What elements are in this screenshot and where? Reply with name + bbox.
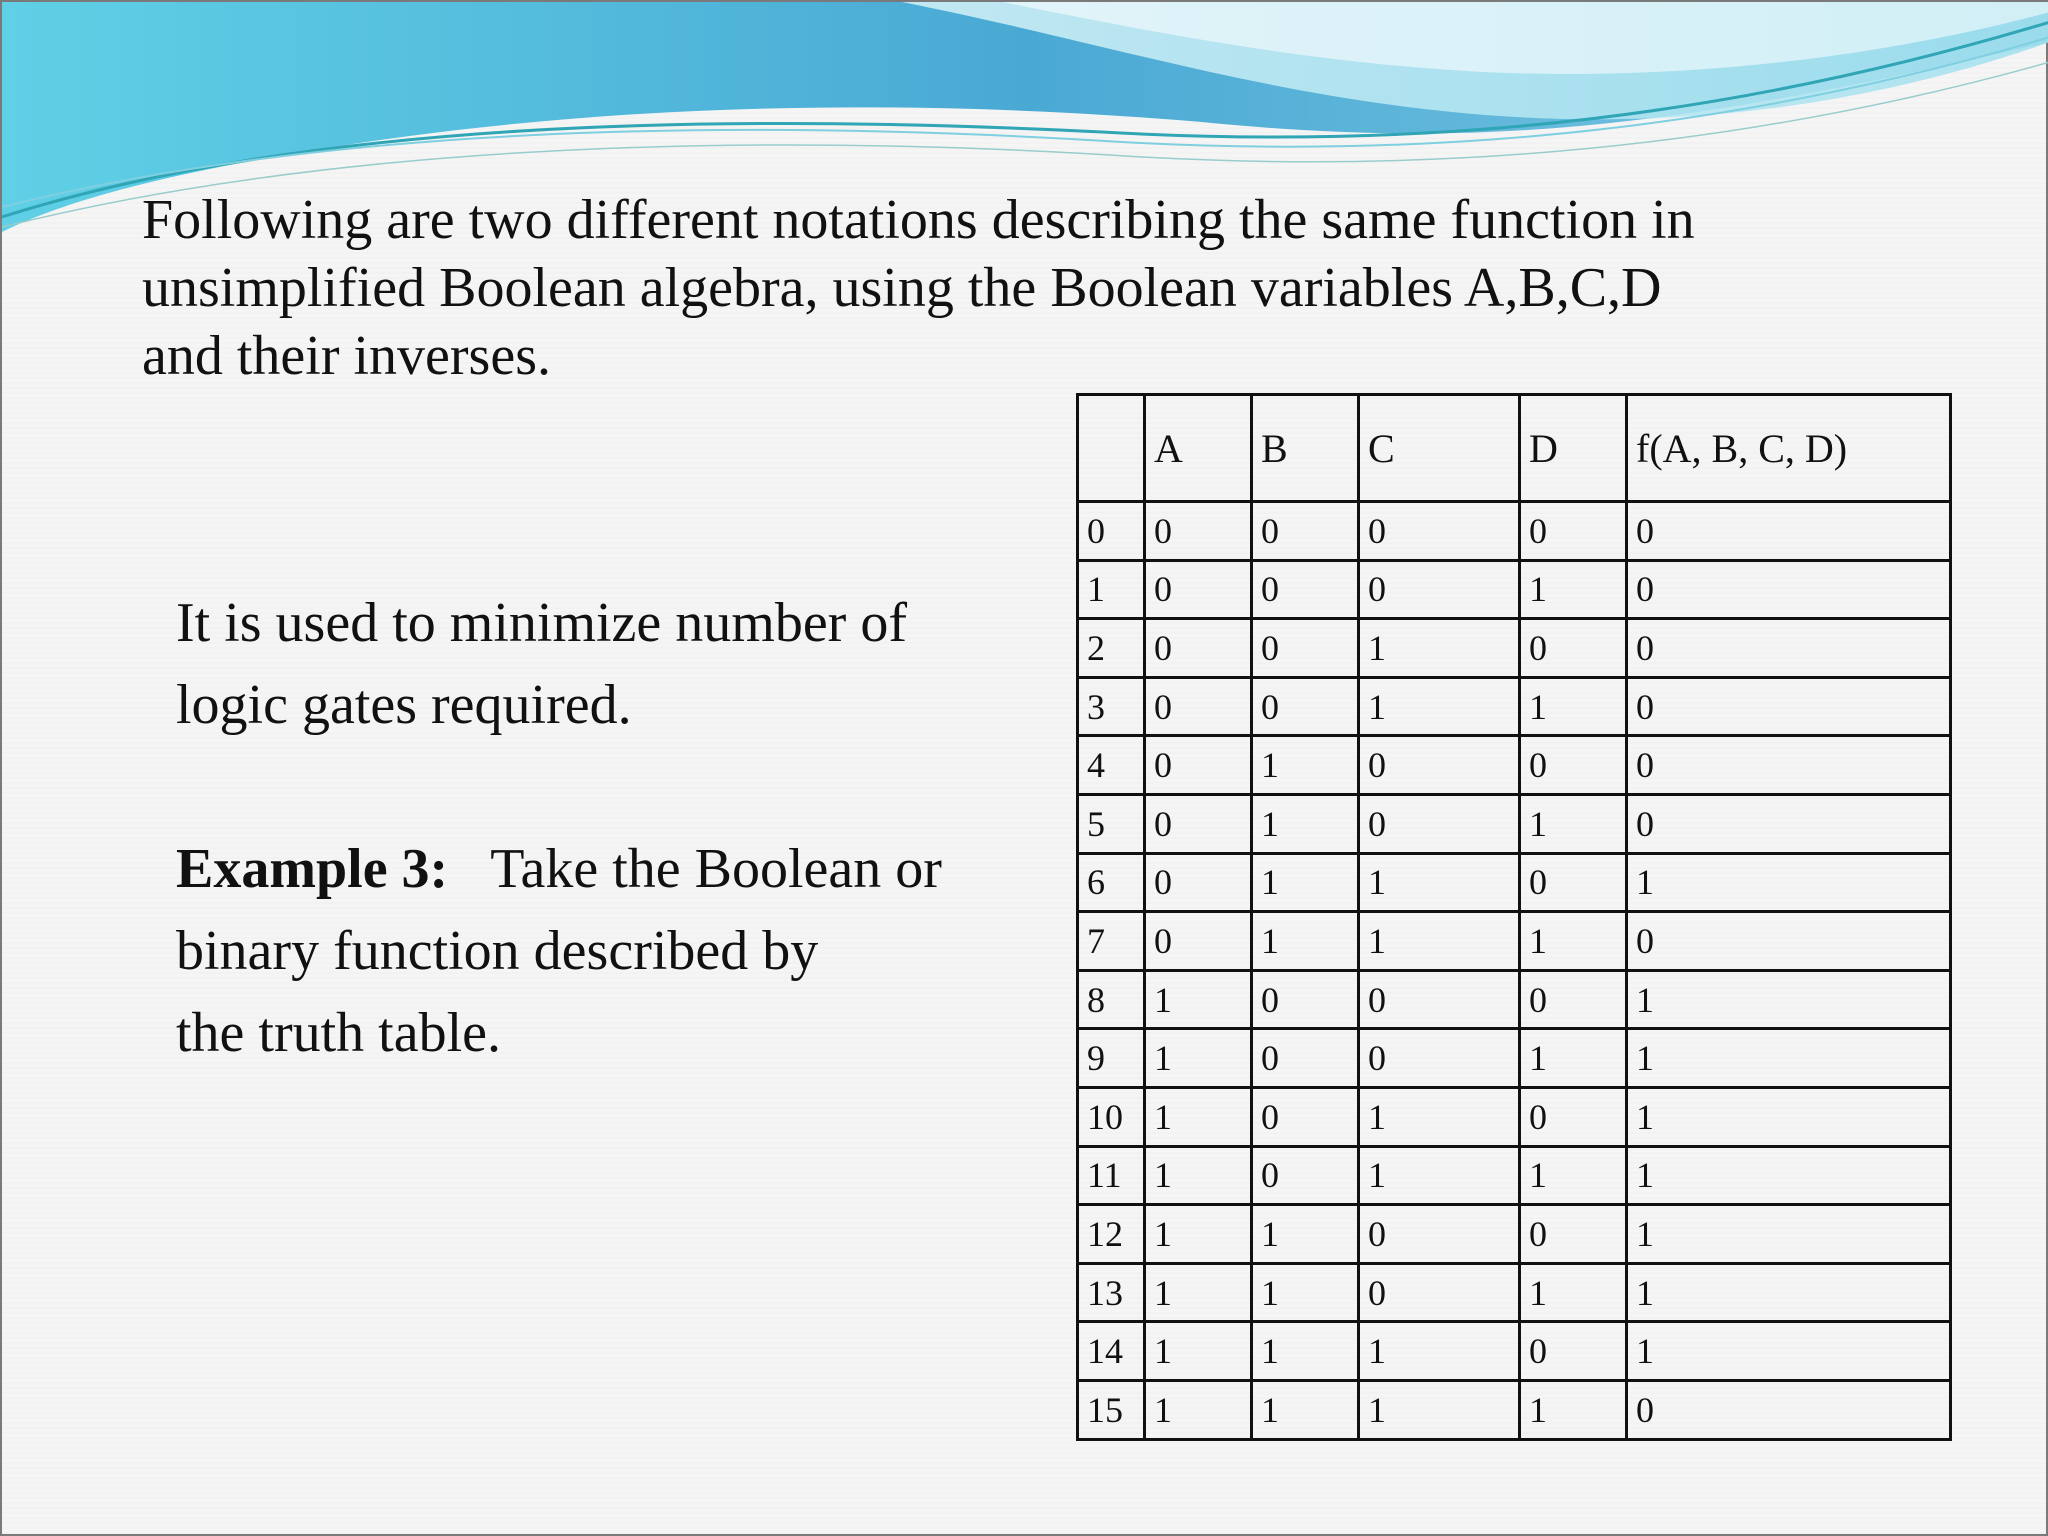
cell-f: 1 <box>1627 1205 1951 1264</box>
cell-f: 1 <box>1627 853 1951 912</box>
cell-a: 1 <box>1145 1380 1252 1439</box>
slide-body-text <box>176 582 1056 1074</box>
table-row <box>1078 1087 1951 1146</box>
table-row <box>1078 912 1951 971</box>
cell-a: 1 <box>1145 1087 1252 1146</box>
cell-c: 1 <box>1359 619 1520 678</box>
cell-a: 0 <box>1145 619 1252 678</box>
cell-a: 0 <box>1145 853 1252 912</box>
cell-b: 1 <box>1252 1322 1359 1381</box>
example-line-1-text: Take the Boolean or <box>490 838 942 900</box>
table-row <box>1078 1263 1951 1322</box>
cell-index: 12 <box>1078 1205 1145 1264</box>
cell-c: 1 <box>1359 1146 1520 1205</box>
cell-index: 1 <box>1078 560 1145 619</box>
cell-f: 1 <box>1627 1322 1951 1381</box>
cell-d: 0 <box>1520 853 1627 912</box>
cell-f: 0 <box>1627 502 1951 561</box>
cell-f: 1 <box>1627 970 1951 1029</box>
cell-d: 0 <box>1520 502 1627 561</box>
table-row <box>1078 1380 1951 1439</box>
paragraph-gap <box>176 746 1056 828</box>
cell-c: 1 <box>1359 1322 1520 1381</box>
table-row <box>1078 736 1951 795</box>
table-row <box>1078 794 1951 853</box>
cell-c: 1 <box>1359 677 1520 736</box>
cell-f: 0 <box>1627 1380 1951 1439</box>
cell-index: 13 <box>1078 1263 1145 1322</box>
table-row <box>1078 1205 1951 1264</box>
heading-line-1: Following are two different notations describing the same function in <box>142 189 1695 251</box>
cell-b: 0 <box>1252 619 1359 678</box>
cell-c: 0 <box>1359 736 1520 795</box>
cell-d: 0 <box>1520 619 1627 678</box>
cell-b: 1 <box>1252 1380 1359 1439</box>
cell-d: 1 <box>1520 1029 1627 1088</box>
cell-b: 1 <box>1252 912 1359 971</box>
cell-a: 1 <box>1145 970 1252 1029</box>
header-b: B <box>1252 395 1359 502</box>
cell-d: 1 <box>1520 560 1627 619</box>
cell-c: 0 <box>1359 502 1520 561</box>
cell-index: 4 <box>1078 736 1145 795</box>
cell-a: 1 <box>1145 1322 1252 1381</box>
cell-a: 0 <box>1145 794 1252 853</box>
cell-index: 6 <box>1078 853 1145 912</box>
heading-line-2: unsimplified Boolean algebra, using the Boolean variables A,B,C,D <box>142 257 1662 319</box>
cell-b: 0 <box>1252 502 1359 561</box>
cell-c: 0 <box>1359 970 1520 1029</box>
example-line-1 <box>176 828 1056 910</box>
table-row <box>1078 1322 1951 1381</box>
cell-b: 1 <box>1252 736 1359 795</box>
cell-c: 1 <box>1359 1380 1520 1439</box>
header-f: f(A, B, C, D) <box>1627 395 1951 502</box>
cell-index: 10 <box>1078 1087 1145 1146</box>
truth-table <box>1076 393 1952 1441</box>
cell-c: 0 <box>1359 794 1520 853</box>
cell-index: 5 <box>1078 794 1145 853</box>
cell-c: 1 <box>1359 1087 1520 1146</box>
cell-index: 3 <box>1078 677 1145 736</box>
example-line-2: binary function described by <box>176 920 819 982</box>
cell-d: 0 <box>1520 1087 1627 1146</box>
cell-index: 8 <box>1078 970 1145 1029</box>
cell-a: 0 <box>1145 502 1252 561</box>
cell-index: 14 <box>1078 1322 1145 1381</box>
body-line-2: logic gates required. <box>176 674 632 736</box>
cell-c: 1 <box>1359 912 1520 971</box>
cell-c: 1 <box>1359 853 1520 912</box>
cell-d: 1 <box>1520 1146 1627 1205</box>
header-d: D <box>1520 395 1627 502</box>
cell-d: 1 <box>1520 912 1627 971</box>
cell-a: 0 <box>1145 560 1252 619</box>
cell-index: 0 <box>1078 502 1145 561</box>
cell-d: 1 <box>1520 1263 1627 1322</box>
example-label: Example 3: <box>176 838 449 900</box>
table-row <box>1078 677 1951 736</box>
cell-b: 0 <box>1252 677 1359 736</box>
cell-b: 0 <box>1252 1029 1359 1088</box>
cell-f: 1 <box>1627 1263 1951 1322</box>
cell-f: 1 <box>1627 1029 1951 1088</box>
cell-d: 0 <box>1520 1322 1627 1381</box>
cell-f: 0 <box>1627 912 1951 971</box>
cell-d: 0 <box>1520 736 1627 795</box>
body-line-1: It is used to minimize number of <box>176 592 907 654</box>
header-a: A <box>1145 395 1252 502</box>
cell-index: 11 <box>1078 1146 1145 1205</box>
heading-line-3: and their inverses. <box>142 325 551 387</box>
table-row <box>1078 619 1951 678</box>
cell-f: 1 <box>1627 1087 1951 1146</box>
cell-b: 0 <box>1252 560 1359 619</box>
cell-f: 0 <box>1627 794 1951 853</box>
cell-b: 1 <box>1252 1263 1359 1322</box>
cell-f: 0 <box>1627 560 1951 619</box>
cell-a: 1 <box>1145 1205 1252 1264</box>
cell-a: 1 <box>1145 1146 1252 1205</box>
cell-b: 0 <box>1252 1087 1359 1146</box>
cell-c: 0 <box>1359 560 1520 619</box>
cell-c: 0 <box>1359 1029 1520 1088</box>
example-line-3: the truth table. <box>176 1002 502 1064</box>
truth-table-header-row <box>1078 395 1951 502</box>
cell-a: 0 <box>1145 736 1252 795</box>
header-c: C <box>1359 395 1520 502</box>
cell-d: 0 <box>1520 970 1627 1029</box>
cell-index: 7 <box>1078 912 1145 971</box>
cell-index: 2 <box>1078 619 1145 678</box>
table-row <box>1078 970 1951 1029</box>
cell-index: 15 <box>1078 1380 1145 1439</box>
cell-b: 1 <box>1252 1205 1359 1264</box>
cell-b: 1 <box>1252 794 1359 853</box>
truth-table-body <box>1078 502 1951 1440</box>
slide-heading <box>142 186 1942 390</box>
cell-f: 0 <box>1627 736 1951 795</box>
table-row <box>1078 560 1951 619</box>
cell-f: 0 <box>1627 677 1951 736</box>
cell-a: 1 <box>1145 1263 1252 1322</box>
cell-a: 0 <box>1145 677 1252 736</box>
cell-d: 1 <box>1520 677 1627 736</box>
cell-b: 0 <box>1252 1146 1359 1205</box>
table-row <box>1078 502 1951 561</box>
cell-f: 0 <box>1627 619 1951 678</box>
cell-d: 0 <box>1520 1205 1627 1264</box>
cell-b: 0 <box>1252 970 1359 1029</box>
cell-index: 9 <box>1078 1029 1145 1088</box>
cell-d: 1 <box>1520 794 1627 853</box>
cell-b: 1 <box>1252 853 1359 912</box>
table-row <box>1078 1146 1951 1205</box>
cell-a: 1 <box>1145 1029 1252 1088</box>
header-index <box>1078 395 1145 502</box>
cell-c: 0 <box>1359 1263 1520 1322</box>
cell-d: 1 <box>1520 1380 1627 1439</box>
table-row <box>1078 853 1951 912</box>
table-row <box>1078 1029 1951 1088</box>
cell-a: 0 <box>1145 912 1252 971</box>
cell-f: 1 <box>1627 1146 1951 1205</box>
cell-c: 0 <box>1359 1205 1520 1264</box>
